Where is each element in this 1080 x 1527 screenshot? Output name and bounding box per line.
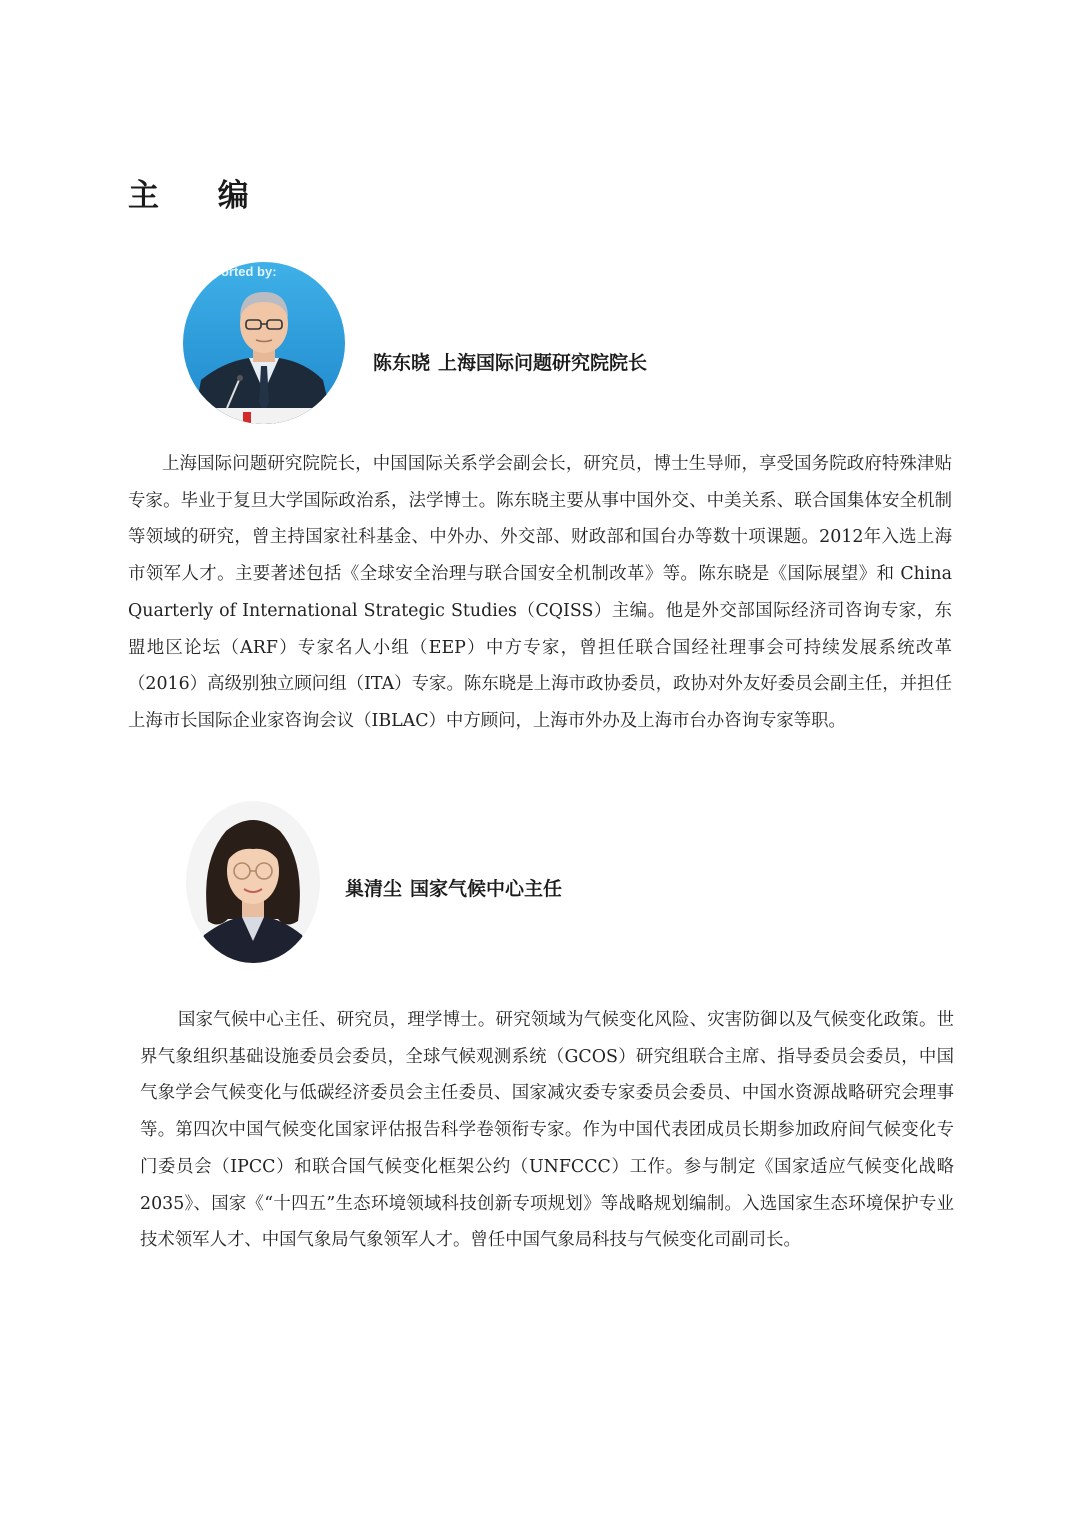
editor-1-heading <box>373 350 647 376</box>
portrait-man-illustration <box>183 262 345 424</box>
section-title: 主 编 <box>128 178 273 214</box>
editor-1-name: 陈东晓 <box>373 352 431 374</box>
editor-1-bio: 上海国际问题研究院院长，中国国际关系学会副会长，研究员，博士生导师，享受国务院政府特殊津贴专家。毕业于复旦大学国际政治系，法学博士。陈东晓主要从事中国外交、中美关系、联合国集体安全机制等领域的研究，曾主持国家社科基金、中外办、外交部、财政部和国台办等数十项课题。2012年入选上海市领军人才。主要著述包括《全球安全治理与联合国安全机制改革》等。陈东晓是《国际展望》和 China Quarterly of International Strategic Studies（CQISS）主编。他是外交部国际经济司咨询专家，东盟地区论坛（ARF）专家名人小组（EEP）中方专家，曾担任联合国经社理事会可持续发展系统改革（2016）高级别独立顾问组（ITA）专家。陈东晓是上海市政协委员，政协对外友好委员会副主任，并担任上海市长国际企业家咨询会议（IBLAC）中方顾问，上海市外办及上海市台办咨询专家等职。 <box>128 454 952 731</box>
editor-2-bio: 国家气候中心主任、研究员，理学博士。研究领域为气候变化风险、灾害防御以及气候变化政策。世界气象组织基础设施委员会委员，全球气候观测系统（GCOS）研究组联合主席、指导委员会委员，中国气象学会气候变化与低碳经济委员会主任委员、国家减灾委专家委员会委员、中国水资源战略研究会理事等。第四次中国气候变化国家评估报告科学卷领衔专家。作为中国代表团成员长期参加政府间气候变化专门委员会（IPCC）和联合国气候变化框架公约（UNFCCC）工作。参与制定《国家适应气候变化战略 2035》、国家《“十四五”生态环境领域科技创新专项规划》等战略规划编制。入选国家生态环境保护专业技术领军人才、中国气象局气象领军人才。曾任中国气象局科技与气候变化司副司长。 <box>140 1010 954 1251</box>
editor-1-photo <box>183 262 345 424</box>
editor-1-position: 上海国际问题研究院院长 <box>438 352 648 374</box>
editor-2-photo <box>186 801 320 963</box>
editor-2-name: 巢清尘 <box>345 878 403 900</box>
editor-2-heading <box>345 876 562 902</box>
portrait-woman-illustration <box>186 801 320 963</box>
photo-backdrop-text: ported by: <box>213 264 277 279</box>
editor-2-position: 国家气候中心主任 <box>410 878 563 900</box>
